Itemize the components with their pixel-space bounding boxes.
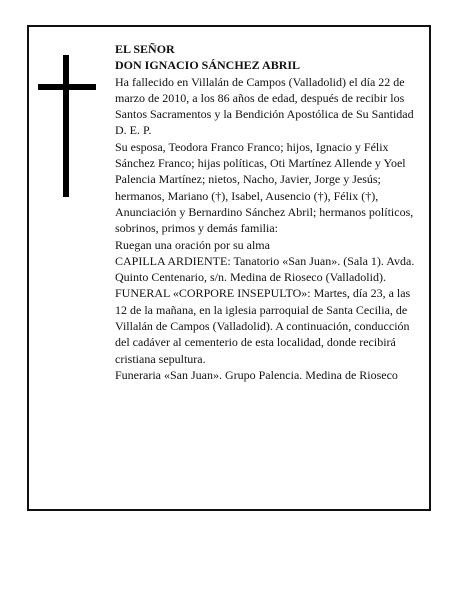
cross-vertical-bar xyxy=(63,55,69,197)
chapel-info: CAPILLA ARDIENTE: Tanatorio «San Juan». (Sala 1). Avda. Quinto Centenario, s/n. Medina de Rioseco (Valladolid). xyxy=(115,253,415,285)
funeral-home: Funeraria «San Juan». Grupo Palencia. Medina de Rioseco xyxy=(115,367,398,382)
rip-line: D. E. P. xyxy=(115,123,152,138)
cross-horizontal-bar xyxy=(38,84,96,90)
obituary-text xyxy=(115,41,425,383)
deceased-name: DON IGNACIO SÁNCHEZ ABRIL xyxy=(115,58,301,73)
notice-title: EL SEÑOR xyxy=(115,42,175,56)
death-announcement: Ha fallecido en Villalán de Campos (Valladolid) el día 22 de marzo de 2010, a los 86 años de edad, después de recibir los Santos Sacramentos y la Bendición Apostólica de Su Santidad xyxy=(115,74,414,122)
prayer-request: Ruegan una oración por su alma xyxy=(115,237,270,252)
funeral-info: FUNERAL «CORPORE INSEPULTO»: Martes, día 23, a las 12 de la mañana, en la iglesia parroquial de Santa Cecilia, de Villalán de Campos (Valladolid). A continuación, conducción del cadáver al cementerio de esta localidad, donde recibirá cristiana sepultura. xyxy=(115,286,411,366)
family-list: Su esposa, Teodora Franco Franco; hijos, Ignacio y Félix Sánchez Franco; hijas políticas, Oti Martínez Allende y Yoel Palencia Martínez; nietos, Nacho, Javier, Jorge y Jesús; hermanos, Mariano (†), Isabel, Ausencio (†), Félix (†), Anunciación y Bernardino Sánchez Abril; hermanos políticos, sobrinos, primos y demás familia: xyxy=(115,139,414,236)
